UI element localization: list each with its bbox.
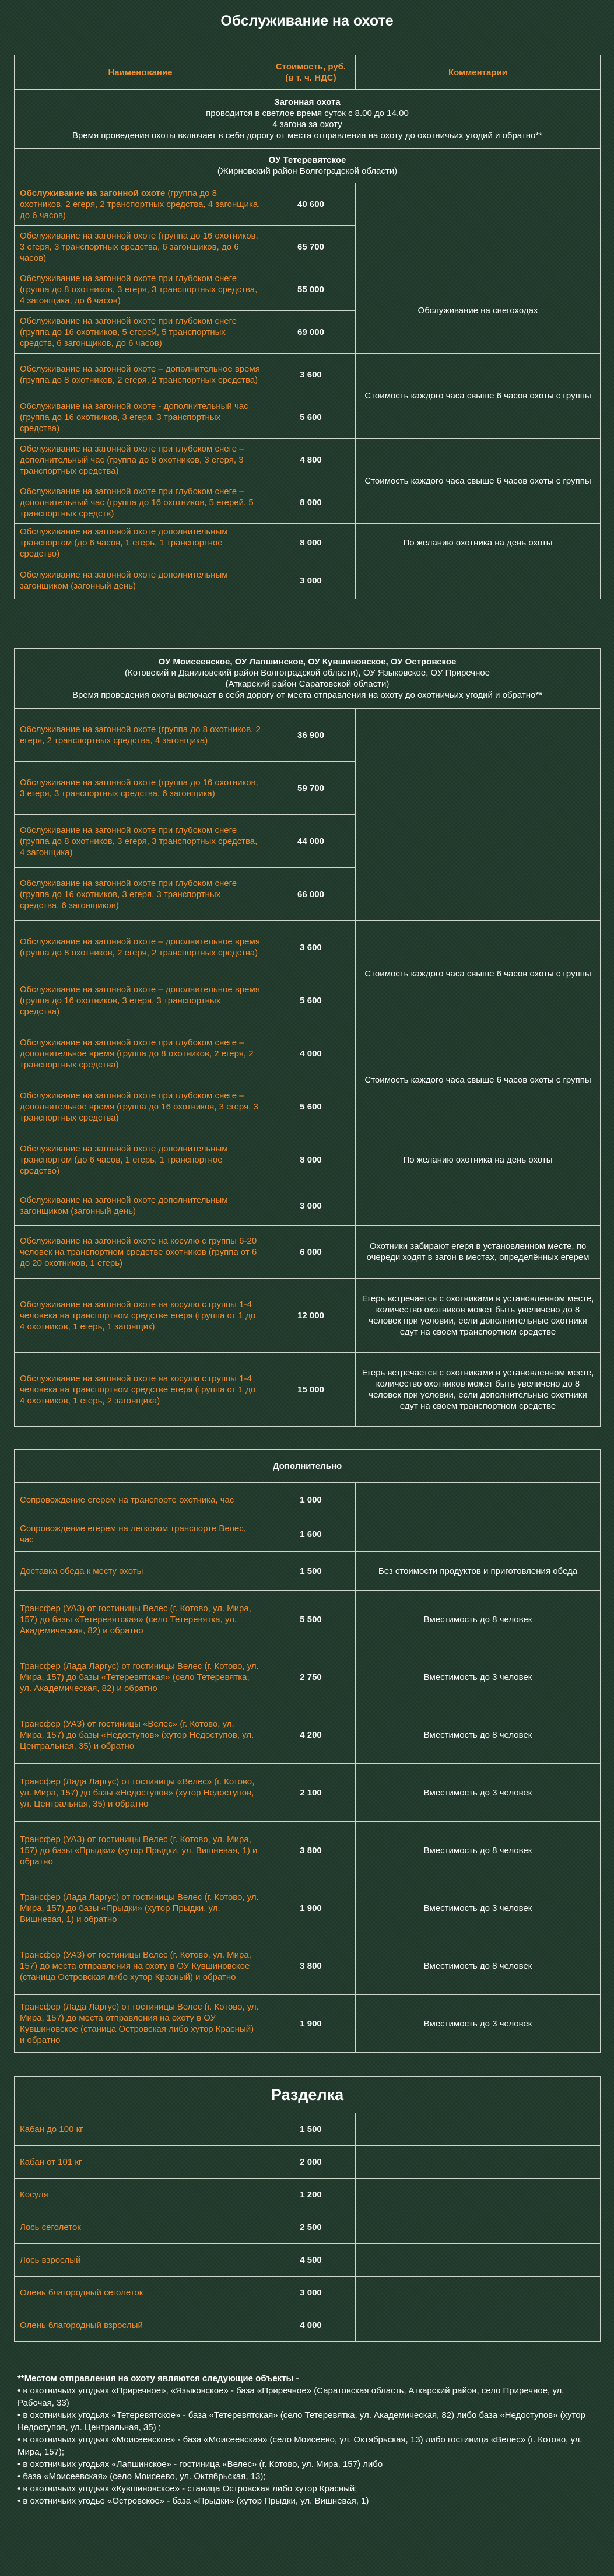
service-comment: Вместимость до 8 человек [356, 1937, 601, 1995]
footnote-item: • база «Моисеевская» (село Моисеево, ул. Октябрьская, 13); [17, 2472, 266, 2482]
section-title: Дополнительно [15, 1450, 601, 1483]
service-comment: Стоимость каждого часа свыше 6 часов охоты с группы [356, 1027, 601, 1133]
table-row [15, 1937, 601, 1995]
service-name-text: Обслуживание на загонной охоте (группа до 16 охотников, 3 егеря, 3 транспортных средства, 6 загонщиков, до 6 часов) [20, 230, 258, 263]
service-name: Сопровождение егерем на легковом транспорте Велес, час [15, 1517, 266, 1552]
service-price: 4 000 [266, 2309, 356, 2342]
price-table-butchering [14, 2076, 601, 2342]
price-table-other-grounds [14, 648, 601, 1427]
service-name: Обслуживание на загонной охоте при глубоком снеге – дополнительное время (группа до 8 охотников, 2 егеря, 2 транспортных средства) [15, 1027, 266, 1080]
table-row [15, 2277, 601, 2309]
footnote [17, 2372, 589, 2507]
service-name: Трансфер (УАЗ) от гостиницы «Велес» (г. Котово, ул. Мира, 157) до базы «Недоступов» (хутор Недоступов, ул. Центральная, 35) и обратно [15, 1706, 266, 1764]
service-name: Трансфер (УАЗ) от гостиницы Велес (г. Котово, ул. Мира, 157) до базы «Прыдки» (хутор Прыдки, ул. Вишневая, 1) и обратно [15, 1822, 266, 1880]
service-name-text: Обслуживание на загонной охоте при глубоком снеге (группа до 8 охотников, 3 егеря, 3 транспортных средства, 4 загонщика, до 6 часов) [20, 273, 258, 306]
footnote-item: • в охотничьих угодьях «Лапшинское» - гостиница «Велес» (г. Котово, ул. Мира, 157) либо [17, 2459, 383, 2469]
service-name [15, 396, 266, 439]
location-line: (Аткарский район Саратовской области) [225, 679, 390, 689]
service-comment: Стоимость каждого часа свыше 6 часов охоты с группы [356, 439, 601, 524]
service-price: 1 600 [266, 1517, 356, 1552]
service-comment: Вместимость до 3 человек [356, 1764, 601, 1822]
location-line: (Котовский и Даниловский район Волгоградской области), ОУ Языковское, ОУ Приречное [124, 668, 490, 678]
page-title: Обслуживание на охоте [220, 13, 394, 29]
service-comment: Без стоимости продуктов и приготовления обеда [356, 1552, 601, 1591]
service-price: 1 200 [266, 2179, 356, 2211]
table-row [15, 1822, 601, 1880]
service-comment: Охотники забирают егеря в установленном месте, по очереди ходят в загон в местах, определённых егерем [356, 1226, 601, 1279]
service-price: 3 800 [266, 1937, 356, 1995]
table-row [15, 1552, 601, 1591]
service-name: Обслуживание на загонной охоте (группа до 16 охотников, 3 егеря, 3 транспортных средства, 6 загонщика) [15, 762, 266, 815]
table-row [15, 1226, 601, 1279]
service-name: Обслуживание на загонной охоте на косулю с группы 1-4 человека на транспортном средстве егеря (группа от 1 до 4 охотников, 1 егерь, 2 загонщика) [15, 1353, 266, 1427]
service-name: Лось взрослый [15, 2244, 266, 2277]
service-comment: По желанию охотника на день охоты [356, 524, 601, 562]
footnote-header [17, 2372, 589, 2385]
service-comment [356, 1186, 601, 1226]
service-price: 55 000 [266, 268, 356, 311]
service-comment: Вместимость до 8 человек [356, 1591, 601, 1648]
service-name: Обслуживание на загонной охоте при глубоком снеге (группа до 8 охотников, 3 егеря, 3 транспортных средства, 4 загонщика) [15, 815, 266, 868]
service-comment: Егерь встречается с охотниками в установленном месте, количество охотников может быть увеличено до 8 человек при условии, если дополнительные охотники едут на своем транспортном средстве [356, 1353, 601, 1427]
table-row [15, 2309, 601, 2342]
service-comment [356, 2113, 601, 2146]
footnote-item: • в охотничьих угодьях «Моисеевское» - база «Моисеевская» (село Моисеево, ул. Октябрьская, 13) либо гостиница «Велес» (г. Котово, ул. Мира, 157); [17, 2435, 583, 2457]
footnote-dash: - [293, 2374, 299, 2384]
table-row [15, 1517, 601, 1552]
table-row [15, 921, 601, 974]
service-comment: Вместимость до 3 человек [356, 1648, 601, 1706]
service-comment [356, 183, 601, 268]
hunt-duration-note: Время проведения охоты включает в себя дорогу от места отправления на охоту до охотничьих угодий и обратно** [72, 131, 543, 141]
service-name: Кабан до 100 кг [15, 2113, 266, 2146]
table-row [15, 2179, 601, 2211]
service-comment [356, 2146, 601, 2179]
service-price: 69 000 [266, 311, 356, 354]
location-subtitle: (Жирновский район Волгоградской области) [217, 166, 398, 176]
service-price: 3 000 [266, 2277, 356, 2309]
service-comment: По желанию охотника на день охоты [356, 1133, 601, 1186]
table-row [15, 524, 601, 562]
header-comment: Комментарии [356, 55, 601, 90]
service-name-text: Обслуживание на загонной охоте дополнительным загонщиком (загонный день) [20, 570, 228, 591]
service-price: 1 500 [266, 2113, 356, 2146]
service-name [15, 562, 266, 599]
table-header-row [15, 55, 601, 90]
service-price: 4 500 [266, 2244, 356, 2277]
service-name: Обслуживание на загонной охоте на косулю с группы 6-20 человек на транспортном средстве охотников (группа от 6 до 20 охотников, 1 егерь) [15, 1226, 266, 1279]
table-row [15, 1591, 601, 1648]
header-price: Стоимость, руб. (в т. ч. НДС) [266, 55, 356, 90]
service-price: 12 000 [266, 1279, 356, 1353]
service-name: Обслуживание на загонной охоте при глубоком снеге (группа до 16 охотников, 3 егеря, 3 транспортных средства, 6 загонщиков) [15, 868, 266, 921]
service-price: 5 600 [266, 1080, 356, 1133]
service-price: 2 500 [266, 2211, 356, 2244]
table-row [15, 562, 601, 599]
service-price: 3 600 [266, 354, 356, 396]
service-name: Трансфер (Лада Ларгус) от гостиницы Велес (г. Котово, ул. Мира, 157) до базы «Прыдки» (хутор Прыдки, ул. Вишневая, 1) и обратно [15, 1880, 266, 1937]
table-row [15, 354, 601, 396]
table-row [15, 2146, 601, 2179]
service-price: 2 000 [266, 2146, 356, 2179]
service-price: 2 100 [266, 1764, 356, 1822]
section-title: Разделка [15, 2077, 601, 2113]
service-price: 6 000 [266, 1226, 356, 1279]
table-row [15, 1880, 601, 1937]
table-row [15, 439, 601, 481]
service-price: 3 800 [266, 1822, 356, 1880]
service-price: 4 200 [266, 1706, 356, 1764]
service-name [15, 439, 266, 481]
service-name: Олень благородный сеголеток [15, 2277, 266, 2309]
service-price: 66 000 [266, 868, 356, 921]
service-comment: Вместимость до 3 человек [356, 1880, 601, 1937]
location-info [15, 149, 601, 183]
footnote-title: Местом отправления на охоту являются следующие объекты [24, 2374, 294, 2384]
service-comment: Стоимость каждого часа свыше 6 часов охоты с группы [356, 354, 601, 439]
service-price: 3 600 [266, 921, 356, 974]
service-comment [356, 2244, 601, 2277]
service-price: 65 700 [266, 226, 356, 268]
service-price: 3 000 [266, 562, 356, 599]
location-title: ОУ Тетеревятское [268, 155, 346, 165]
service-name-text: (группа до 8 охотников, 2 егеря, 2 транспортных средства, 4 загонщика, до 6 часов) [20, 188, 261, 220]
service-name: Доставка обеда к месту охоты [15, 1552, 266, 1591]
service-comment [356, 562, 601, 599]
service-comment [356, 1483, 601, 1517]
service-price: 36 900 [266, 709, 356, 762]
service-comment: Вместимость до 8 человек [356, 1706, 601, 1764]
section-title-row [15, 1450, 601, 1483]
footnote-marker: ** [17, 2374, 24, 2384]
table-row [15, 2244, 601, 2277]
hunt-duration-note: Время проведения охоты включает в себя дорогу от места отправления на охоту до охотничьих угодий и обратно** [72, 690, 543, 700]
table-row [15, 1186, 601, 1226]
location-info [15, 649, 601, 709]
service-name: Обслуживание на загонной охоте дополнительным транспортом (до 6 часов, 1 егерь, 1 транспортное средство) [15, 1133, 266, 1186]
service-price: 44 000 [266, 815, 356, 868]
service-name-text: Обслуживание на загонной охоте при глубоком снеге (группа до 16 охотников, 5 егерей, 5 транспортных средств, 6 загонщиков, до 6 часов) [20, 316, 237, 348]
service-name: Трансфер (Лада Ларгус) от гостиницы Велес (г. Котово, ул. Мира, 157) до базы «Тетеревятская» (село Тетеревятка, ул. Академическая, 82) и обратно [15, 1648, 266, 1706]
footnote-list [17, 2385, 589, 2507]
hunt-drives: 4 загона за охоту [272, 120, 342, 130]
table-row [15, 1279, 601, 1353]
footnote-item: • в охотничьих угодьях «Кувшиновское» - станица Островская либо хутор Красный; [17, 2484, 357, 2494]
service-name-text: Обслуживание на загонной охоте при глубоком снеге – дополнительный час (группа до 16 охотников, 5 егерей, 5 транспортных средств) [20, 486, 254, 519]
header-name: Наименование [15, 55, 266, 90]
service-name: Трансфер (УАЗ) от гостиницы Велес (г. Котово, ул. Мира, 157) до места отправления на охоту в ОУ Кувшиновское (станица Островская либо хутор Красный) и обратно [15, 1937, 266, 1995]
table-row [15, 1995, 601, 2053]
table-row [15, 183, 601, 226]
footnote-item: • в охотничьих угодье «Островское» - база «Прыдки» (хутор Прыдки, ул. Вишневая, 1) [17, 2496, 369, 2506]
table-row [15, 1706, 601, 1764]
service-comment: Вместимость до 3 человек [356, 1995, 601, 2053]
table-row [15, 1648, 601, 1706]
service-name: Трансфер (Лада Ларгус) от гостиницы «Велес» (г. Котово, ул. Мира, 157) до базы «Недоступов» (хутор Недоступов, ул. Центральная, 35) и обратно [15, 1764, 266, 1822]
service-name: Трансфер (УАЗ) от гостиницы Велес (г. Котово, ул. Мира, 157) до базы «Тетеревятская» (село Тетеревятка, ул. Академическая, 82) и обратно [15, 1591, 266, 1648]
price-table-additional [14, 1449, 601, 2053]
footnote-item: • в охотничьих угодьях «Приречное», «Языковское» - база «Приречное» (Саратовская область, Аткарский район, село Приречное, ул. Рабочая, 33) [17, 2386, 564, 2408]
location-row [15, 149, 601, 183]
service-name [15, 481, 266, 524]
service-price: 8 000 [266, 1133, 356, 1186]
service-price: 5 500 [266, 1591, 356, 1648]
table-row [15, 1764, 601, 1822]
table-row [15, 1027, 601, 1080]
service-comment [356, 2211, 601, 2244]
service-comment: Обслуживание на снегоходах [356, 268, 601, 354]
service-price: 2 750 [266, 1648, 356, 1706]
hunt-type-title: Загонная охота [274, 97, 341, 107]
service-price: 3 000 [266, 1186, 356, 1226]
service-name-bold: Обслуживание на загонной охоте [20, 188, 166, 198]
section-title-row [15, 2077, 601, 2113]
service-name: Обслуживание на загонной охоте при глубоком снеге – дополнительное время (группа до 16 охотников, 3 егеря, 3 транспортных средства) [15, 1080, 266, 1133]
service-price: 8 000 [266, 481, 356, 524]
service-name: Обслуживание на загонной охоте – дополнительное время (группа до 16 охотников, 3 егеря, 3 транспортных средства) [15, 974, 266, 1027]
service-price: 59 700 [266, 762, 356, 815]
service-name: Сопровождение егерем на транспорте охотника, час [15, 1483, 266, 1517]
location-row [15, 649, 601, 709]
service-comment [356, 2179, 601, 2211]
service-comment [356, 2309, 601, 2342]
service-name: Лось сеголеток [15, 2211, 266, 2244]
service-name: Обслуживание на загонной охоте на косулю с группы 1-4 человека на транспортном средстве егеря (группа от 1 до 4 охотников, 1 егерь, 1 загонщик) [15, 1279, 266, 1353]
service-name-text: Обслуживание на загонной охоте при глубоком снеге – дополнительный час (группа до 8 охотников, 3 егеря, 3 транспортных средства) [20, 443, 244, 476]
service-name: Косуля [15, 2179, 266, 2211]
location-title: ОУ Моисеевское, ОУ Лапшинское, ОУ Кувшиновское, ОУ Островское [158, 657, 457, 667]
service-name-text: Обслуживание на загонной охоте – дополнительное время (группа до 8 охотников, 2 егеря, 2 транспортных средства) [20, 364, 260, 385]
service-name: Обслуживание на загонной охоте – дополнительное время (группа до 8 охотников, 2 егеря, 2 транспортных средства) [15, 921, 266, 974]
table-row [15, 2211, 601, 2244]
table-row [15, 268, 601, 311]
service-comment: Вместимость до 8 человек [356, 1822, 601, 1880]
service-price: 8 000 [266, 524, 356, 562]
service-price: 15 000 [266, 1353, 356, 1427]
table-row [15, 2113, 601, 2146]
service-price: 1 900 [266, 1995, 356, 2053]
service-price: 4 800 [266, 439, 356, 481]
service-comment: Стоимость каждого часа свыше 6 часов охоты с группы [356, 921, 601, 1027]
service-price: 4 000 [266, 1027, 356, 1080]
service-comment [356, 709, 601, 921]
table-row [15, 1483, 601, 1517]
service-name: Обслуживание на загонной охоте дополнительным загонщиком (загонный день) [15, 1186, 266, 1226]
service-name: Кабан от 101 кг [15, 2146, 266, 2179]
service-name-text: Обслуживание на загонной охоте - дополнительный час (группа до 16 охотников, 3 егеря, 3 транспортных средства) [20, 401, 248, 433]
service-name [15, 226, 266, 268]
footnote-item: • в охотничьих угодьях «Тетеревятское» - база «Тетеревятская» (село Тетеревятка, ул. Академическая, 82) либо база «Недоступов» (хутор Недоступов, ул. Центральная, 35) ; [17, 2410, 585, 2432]
hunt-time: проводится в светлое время суток с 8.00 до 14.00 [206, 108, 409, 118]
service-name [15, 524, 266, 562]
service-price: 1 900 [266, 1880, 356, 1937]
service-name: Обслуживание на загонной охоте (группа до 8 охотников, 2 егеря, 2 транспортных средства, 4 загонщика) [15, 709, 266, 762]
service-name [15, 268, 266, 311]
service-price: 1 000 [266, 1483, 356, 1517]
service-comment: Егерь встречается с охотниками в установленном месте, количество охотников может быть увеличено до 8 человек при условии, если дополнительные охотники едут на своем транспортном средстве [356, 1279, 601, 1353]
table-row [15, 1133, 601, 1186]
service-comment [356, 2277, 601, 2309]
service-price: 5 600 [266, 396, 356, 439]
service-name: Трансфер (Лада Ларгус) от гостиницы Велес (г. Котово, ул. Мира, 157) до места отправления на охоту в ОУ Кувшиновское (станица Островская либо хутор Красный) и обратно [15, 1995, 266, 2053]
service-name [15, 311, 266, 354]
service-name [15, 183, 266, 226]
service-name: Олень благородный взрослый [15, 2309, 266, 2342]
price-table-teterevyatskoe [14, 55, 601, 599]
hunt-info [15, 90, 601, 149]
service-name-text: Обслуживание на загонной охоте дополнительным транспортом (до 6 часов, 1 егерь, 1 транспортное средство) [20, 527, 228, 559]
service-price: 5 600 [266, 974, 356, 1027]
service-price: 1 500 [266, 1552, 356, 1591]
info-row [15, 90, 601, 149]
table-row [15, 1353, 601, 1427]
service-price: 40 600 [266, 183, 356, 226]
service-comment [356, 1517, 601, 1552]
table-row [15, 709, 601, 762]
service-name [15, 354, 266, 396]
